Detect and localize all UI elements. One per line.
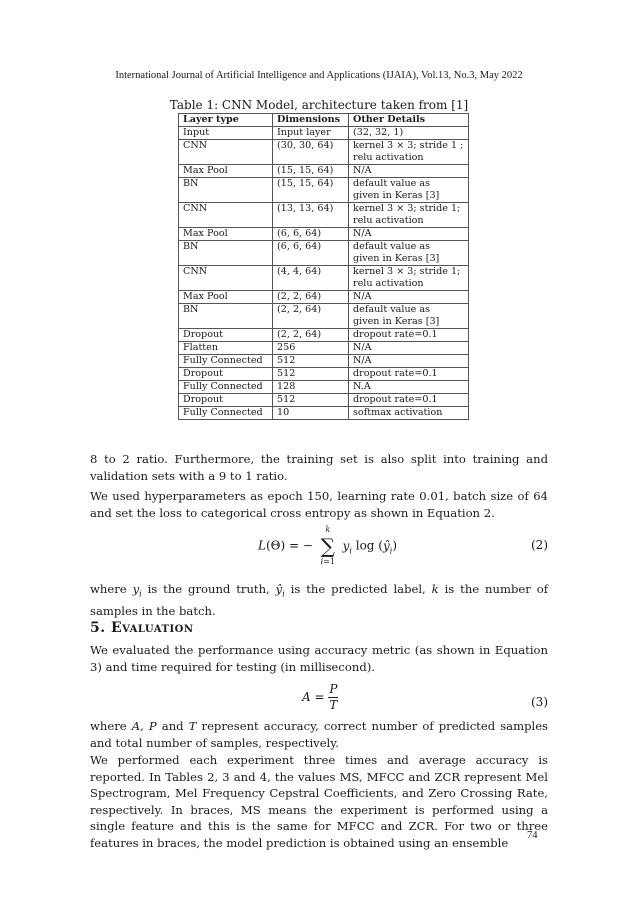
paragraph-evaluation-intro: We evaluated the performance using accuracy metric (as shown in Equation 3) and time required for testing (in millisecond). [90,643,548,674]
table-row [179,394,469,407]
table-cell: 512 [273,355,349,368]
table-cell: default value as given in Keras [3] [349,304,469,329]
table-cell: Dropout [179,329,273,342]
column-header: Dimensions [273,114,349,127]
equation-2 [90,524,548,574]
table-row [179,178,469,203]
table-row [179,407,469,420]
table-row [179,342,469,355]
paragraph-equation-3-legend: where A, P and T represent accuracy, correct number of predicted samples and total number of samples, respectively. [90,719,549,750]
table-header-row [179,114,469,127]
table-cell: 10 [273,407,349,420]
table-cell: Max Pool [179,228,273,241]
table-cell: Max Pool [179,291,273,304]
table-cell: (13, 13, 64) [273,203,349,228]
summation-lower: i=1 [320,557,335,566]
equation-2-number: (2) [531,538,548,552]
table-cell: kernel 3 × 3; stride 1 ; relu activation [349,140,469,165]
table-cell: Input [179,127,273,140]
table-cell: (15, 15, 64) [273,178,349,203]
table-cell: 512 [273,394,349,407]
table-row [179,266,469,291]
section-heading [90,620,194,636]
summation-symbol: k ∑ i=1 [317,536,339,556]
table-cell: Max Pool [179,165,273,178]
paragraph-equation-2-legend: where $y_i$ is the ground truth, $ŷ_i$ is the predicted label, k is the number of samples in the batch. [90,582,548,618]
fraction-denominator: T [329,698,338,712]
table-cell: (32, 32, 1) [349,127,469,140]
table-cell: BN [179,178,273,203]
table-row [179,165,469,178]
table-cell: N/A [349,355,469,368]
table-cell: dropout rate=0.1 [349,329,469,342]
table-cell: (6, 6, 64) [273,241,349,266]
table-cell: N/A [349,228,469,241]
table-cell: N/A [349,342,469,355]
table-cell: Input layer [273,127,349,140]
table-cell: (2, 2, 64) [273,291,349,304]
table-cell: BN [179,304,273,329]
table-row [179,329,469,342]
table-row [179,127,469,140]
table-cell: Dropout [179,368,273,381]
table-cell: Fully Connected [179,407,273,420]
table-cell: dropout rate=0.1 [349,368,469,381]
table-row [179,381,469,394]
table-row [179,203,469,228]
page-number: 74 [527,830,538,841]
table-cell: (2, 2, 64) [273,329,349,342]
table-cell: CNN [179,203,273,228]
equation-3-lhs: A = [302,690,325,704]
table-row [179,368,469,381]
journal-header: International Journal of Artificial Intelligence and Applications (IJAIA), Vol.13, No.3, May 2022 [115,70,523,81]
table-cell: Fully Connected [179,355,273,368]
table-cell: Fully Connected [179,381,273,394]
section-title: Evaluation [111,620,194,636]
table-cell: default value as given in Keras [3] [349,241,469,266]
table-row [179,291,469,304]
table-cell: 128 [273,381,349,394]
table-caption: Table 1: CNN Model, architecture taken from [1] [169,98,469,112]
table-cell: 512 [273,368,349,381]
table-cell: default value as given in Keras [3] [349,178,469,203]
column-header: Other Details [349,114,469,127]
table-cell: N.A [349,381,469,394]
table-cell: dropout rate=0.1 [349,394,469,407]
table-cell: (30, 30, 64) [273,140,349,165]
table-cell: kernel 3 × 3; stride 1; relu activation [349,203,469,228]
table-row [179,241,469,266]
table-cell: (15, 15, 64) [273,165,349,178]
table-cell: BN [179,241,273,266]
equation-2-rhs: $y_i$ $\log (ŷ_i)$ [342,538,398,555]
paragraph-hyperparameters: We used hyperparameters as epoch 150, learning rate 0.01, batch size of 64 and set the loss to categorical cross entropy as shown in Equation 2. [90,489,548,520]
cnn-architecture-table [178,113,469,420]
equation-2-lhs: L(Θ) = − [258,538,313,553]
table-cell: Dropout [179,394,273,407]
table-cell: 256 [273,342,349,355]
table-cell: (4, 4, 64) [273,266,349,291]
table-cell: kernel 3 × 3; stride 1; relu activation [349,266,469,291]
paragraph-experiments: We performed each experiment three times and average accuracy is reported. In Tables 2, 3 and 4, the values MS, MFCC and ZCR represent Mel Spectrogram, Mel Frequency Cepstral Coefficients, and Zero Crossing Rate, respectively. In braces, MS means the experiment is performed using a single feature and this is the same for MFCC and ZCR. For two or three features in braces, the model prediction is obtained using an ensemble [90,753,548,850]
summation-upper: k [325,525,331,534]
table-cell: N/A [349,165,469,178]
table-row [179,140,469,165]
table-cell: CNN [179,266,273,291]
table-row [179,355,469,368]
equation-3-number: (3) [531,695,548,709]
table-row [179,304,469,329]
table-cell: CNN [179,140,273,165]
table-cell: Flatten [179,342,273,355]
paragraph-split-ratio: 8 to 2 ratio. Furthermore, the training set is also split into training and validation sets with a 9 to 1 ratio. [90,452,548,483]
fraction [328,682,338,713]
table-cell: (2, 2, 64) [273,304,349,329]
section-number: 5. [90,620,106,636]
table-cell: softmax activation [349,407,469,420]
fraction-numerator: P [329,682,338,696]
table-cell: (6, 6, 64) [273,228,349,241]
equation-3 [90,682,548,718]
column-header: Layer type [179,114,273,127]
table-cell: N/A [349,291,469,304]
table-row [179,228,469,241]
